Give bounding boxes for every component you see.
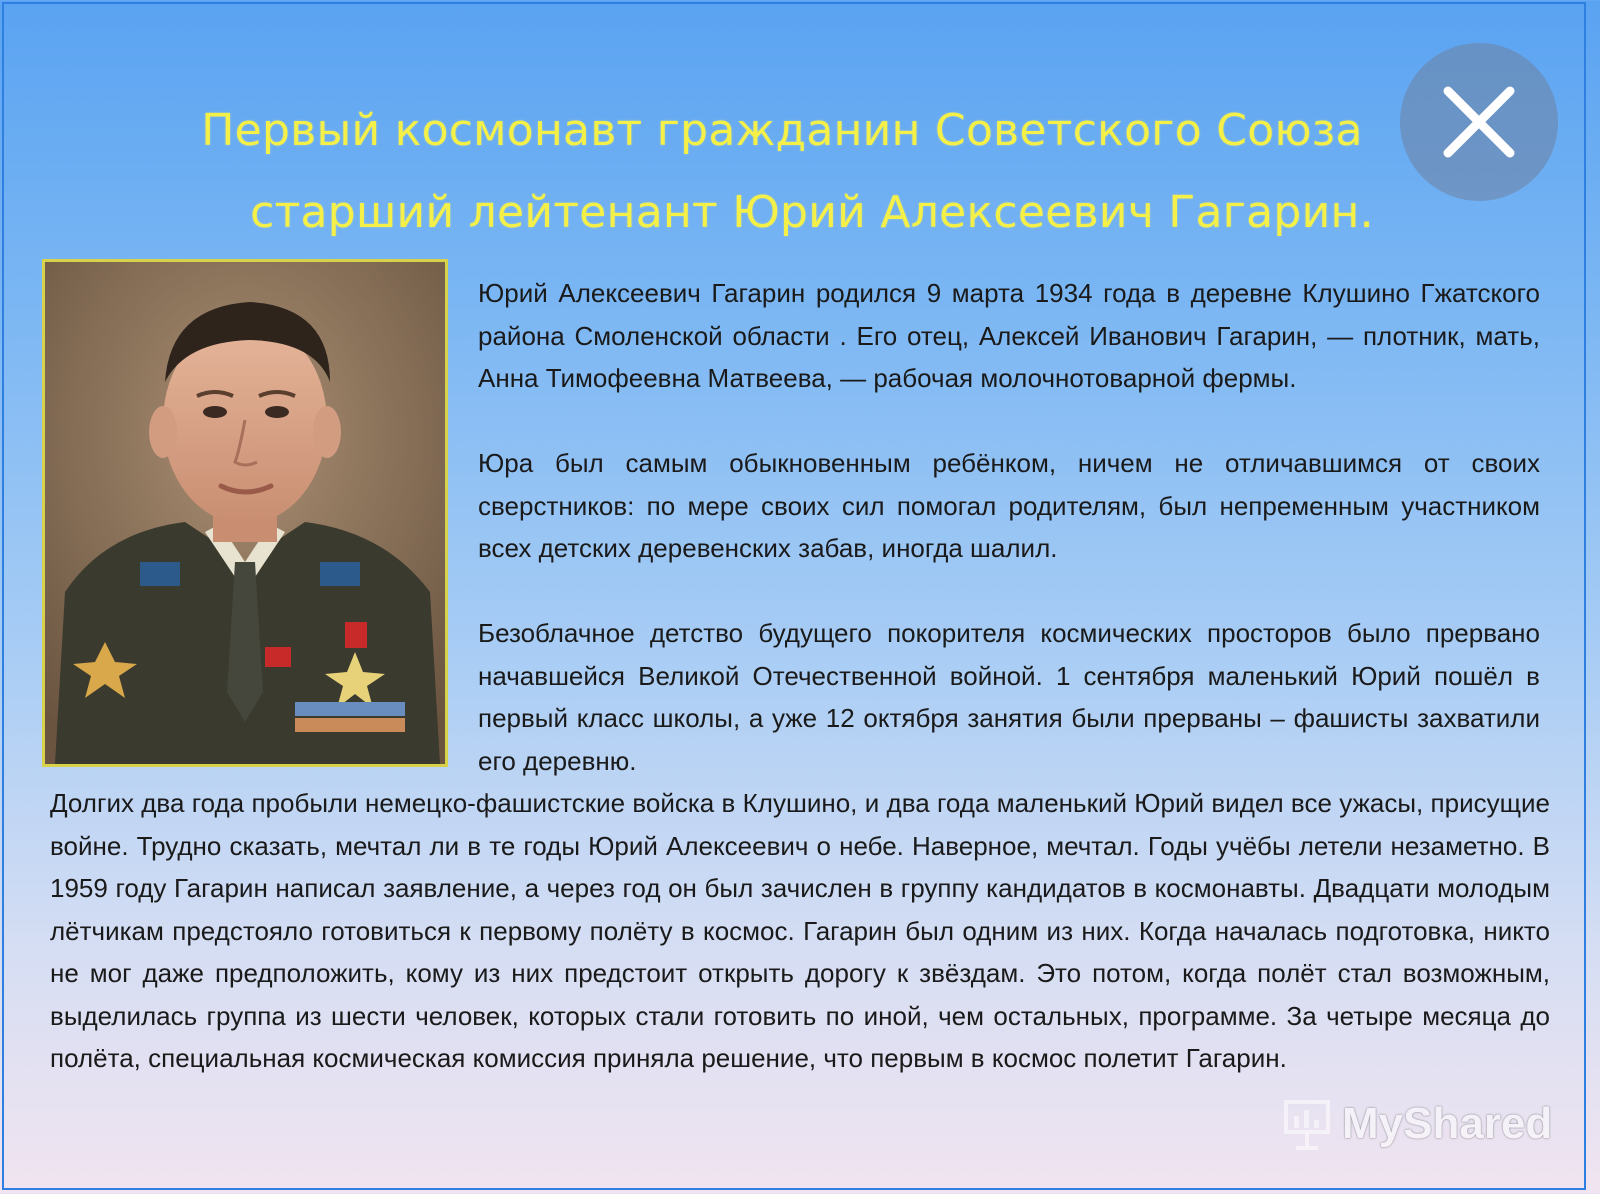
- portrait-image: [45, 262, 445, 764]
- paragraph-birth: Юрий Алексеевич Гагарин родился 9 марта 1934 года в деревне Клушино Гжатского района Смоленской области . Его отец, Алексей Иванович Гагарин, — плотник, мать, Анна Тимофеевна Матвеева, — рабочая молочнотоварной фермы.: [478, 278, 1540, 393]
- watermark-text: MyShared: [1342, 1099, 1553, 1148]
- paragraph-cosmonaut-selection: Долгих два года пробыли немецко-фашистские войска в Клушино, и два года маленький Юрий видел все ужасы, присущие войне. Трудно сказать, мечтал ли в те годы Юрий Алексеевич о небе. Наверное, мечтал. Годы учёбы летели незаметно. В 1959 году Гагарин написал заявление, а через год он был зачислен в группу кандидатов в космонавты. Двадцати молодым лётчикам предстояло готовиться к первому полёту в космос. Гагарин был одним из них. Когда началась подготовка, никто не мог даже предположить, кому из них предстоит открыть дорогу к звёздам. Это потом, когда полёт стал возможным, выделилась группа из шести человек, которых стали готовить по иной, чем остальных, программе. За четыре месяца до полёта, специальная космическая комиссия приняла решение, что первым в космос полетит Гагарин.: [50, 788, 1550, 1073]
- myshared-watermark: [1282, 1097, 1552, 1151]
- portrait-photo: [42, 259, 448, 767]
- close-icon: [1436, 79, 1522, 165]
- paragraph-childhood: Юра был самым обыкновенным ребёнком, ничем не отличавшимся от своих сверстников: по мере своих сил помогал родителям, был непременным участником всех детских деревенских забав, иногда шалил.: [478, 448, 1540, 563]
- close-button[interactable]: [1400, 43, 1558, 201]
- paragraph-war: Безоблачное детство будущего покорителя космических просторов было прервано начавшейся Великой Отечественной войной. 1 сентября маленький Юрий пошёл в первый класс школы, а уже 12 октября занятия были прерваны – фашисты захватили его деревню.: [478, 618, 1540, 776]
- slide-title-line-2: старший лейтенант Юрий Алексеевич Гагарин.: [250, 187, 1374, 238]
- slide-title-line-1: Первый космонавт гражданин Советского Союза: [201, 105, 1363, 156]
- presentation-board-icon: [1282, 1098, 1332, 1150]
